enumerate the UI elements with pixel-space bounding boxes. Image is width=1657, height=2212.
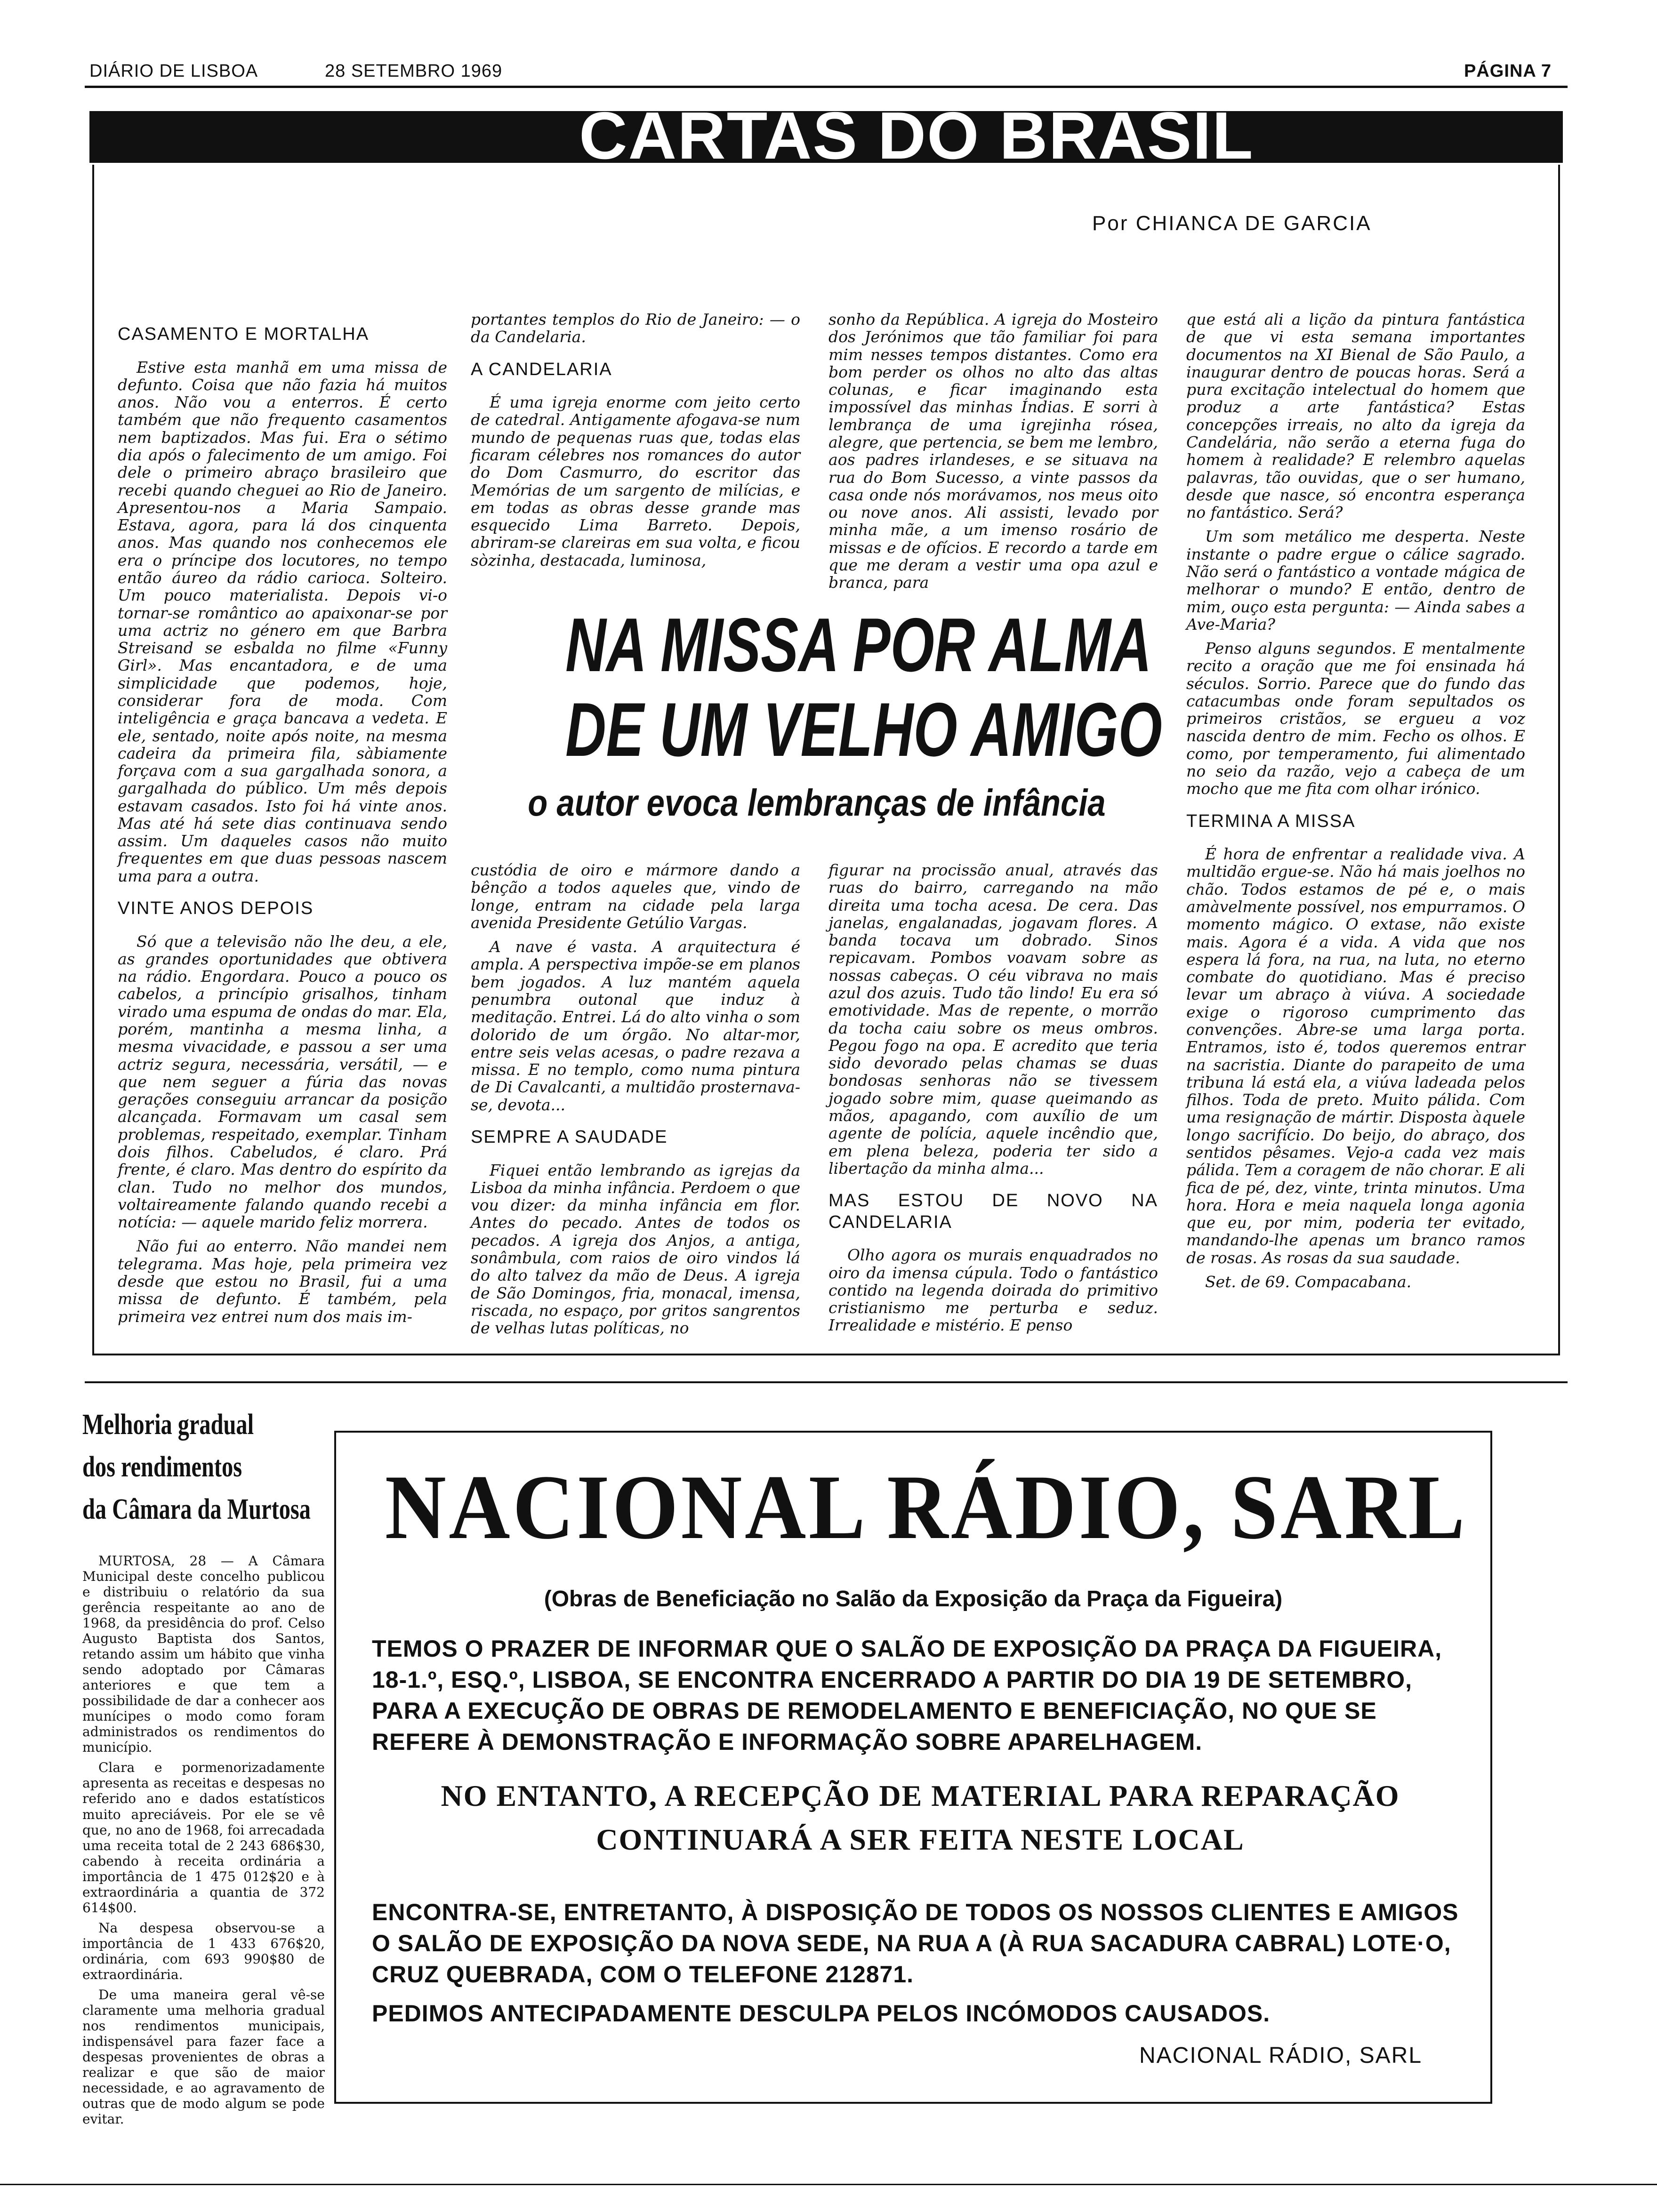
- paragraph: Olho agora os murais enquadrados no oiro da imensa cúpula. Todo o fantástico contido na legenda doirada do primitivo cristianismo me perturba e seduz. Irrealidade e mistério. E penso: [828, 1246, 1158, 1335]
- article-column-4: [1186, 311, 1525, 1297]
- article-column-1: [118, 311, 447, 1332]
- subheading-vinte-anos: VINTE ANOS DEPOIS: [118, 898, 314, 919]
- ad-paragraph-1: TEMOS O PRAZER DE INFORMAR QUE O SALÃO DE EXPOSIÇÃO DA PRAÇA DA FIGUEIRA, 18-1.º, ESQ.º, LISBOA, SE ENCONTRA ENCERRADO A PARTIR DO DIA 19 DE SETEMBRO, PARA A EXECUÇÃO DE OBRAS DE REMODELAMENTO E BENEFICIAÇÃO, NO QUE SE REFERE À DEMONSTRAÇÃO E INFORMAÇÃO SOBRE APARELHAGEM.: [372, 1635, 1442, 1755]
- ad-signature: NACIONAL RÁDIO, SARL: [1139, 2043, 1423, 2068]
- masthead-rule: [85, 86, 1568, 88]
- article-column-2-top: [471, 311, 800, 576]
- side-headline-3: da Câmara da Murtosa: [82, 1493, 311, 1525]
- paragraph: que está ali a lição da pintura fantástica de que vi esta semana importantes documentos na XI Bienal de São Paulo, a inaugurar dentro de poucas horas. Será a pura excitação intelectual do homem que produz a arte fantástica? Estas concepções irreais, no alto da igreja da Candelária, não serão a eterna fuga do homem à realidade? E relembro aquelas palavras, tão ouvidas, que o ser humano, desde que nasce, só encontra esperança no fantástico. Será?: [1186, 310, 1525, 522]
- subheading-casamento: CASAMENTO E MORTALHA: [118, 324, 370, 344]
- subheading-termina: TERMINA A MISSA: [1186, 811, 1356, 831]
- byline: Por CHIANCA DE GARCIA: [1092, 212, 1372, 235]
- paragraph: sonho da República. A igreja do Mosteiro dos Jerónimos que tão familiar foi para mim nesses tempos distantes. Como era bom perder os olhos no alto das altas colunas, e ficar imaginando esta impossível das minhas Índias. E sorri à lembrança de uma igrejinha rósea, alegre, que pertencia, se bem me lembro, aos padres irlandeses, e se situava na rua do Bom Sucesso, a vinte passos da casa onde nós morávamos, nos meus oito ou nove anos. Ali assisti, levado por minha mãe, a um imenso rosário de missas e de ofícios. E recordo a tarde em que me deram a vestir uma opa azul e branca, para: [828, 310, 1158, 592]
- ad-paragraph-3: ENCONTRA-SE, ENTRETANTO, À DISPOSIÇÃO DE TODOS OS NOSSOS CLIENTES E AMIGOS O SALÃO DE EXPOSIÇÃO DA NOVA SEDE, NA RUA A (À RUA SACADURA CABRAL) LOTE·O, CRUZ QUEBRADA, COM O TELEFONE 212871.: [372, 1899, 1459, 1988]
- headline-line-2: DE UM VELHO AMIGO: [565, 687, 1162, 772]
- article-signoff: Set. de 69. Compacabana.: [1205, 1272, 1412, 1291]
- paragraph: figurar na procissão anual, através das ruas do bairro, carregando na mão direita uma tocha acesa. De cera. Das janelas, engalanadas, jogavam flores. A banda tocava um dobrado. Sinos repicavam. Pombos voavam sobre as nossas cabeças. O céu vibrava no mais azul dos azuis. Tudo tão lindo! Eu era só emotividade. Mas de repente, o morrão da tocha caiu sobre os meus ombros. Pegou fogo na opa. E acredito que teria sido devorado pelas chamas se duas bondosas senhoras não se tivessem jogado sobre mim, quase queimando as mãos, apagando, com auxílio de um agente de polícia, aquele incêndio que, em plena beleza, poderia ter sido a libertação da minha alma...: [828, 861, 1158, 1178]
- paragraph: Estive esta manhã em uma missa de defunto. Coisa que não fazia há muitos anos. Não vou a enterros. É certo também que não frequento casamentos nem baptizados. Mas fui. Era o sétimo dia após o falecimento de um amigo. Foi dele o primeiro abraço brasileiro que recebi quando cheguei ao Rio de Janeiro. Apresentou-nos a Maria Sampaio. Estava, agora, para lá dos cinquenta anos. Mas quando nos conhecemos ele era o príncipe dos locutores, no tempo então áureo da rádio carioca. Solteiro. Um pouco materialista. Depois vi-o tornar-se romântico ao apaixonar-se por uma actriz no género em que Barbra Streisand se esbalda no filme «Funny Girl». Mas encantadora, e de uma simplicidade que podemos, hoje, considerar fora de moda. Com inteligência e graça bancava a vedeta. E ele, sentado, noite após noite, na mesma cadeira da primeira fila, sàbiamente forçava com a sua gargalhada sonora, a gargalhada do público. Um mês depois estavam casados. Isto foi há vinte anos. Mas até há sete dias continuava sendo assim. Um daqueles casos não muito frequentes em que duas pessoas nascem uma para a outra.: [118, 358, 447, 885]
- ad-paragraph-4: PEDIMOS ANTECIPADAMENTE DESCULPA PELOS INCÓMODOS CAUSADOS.: [372, 2000, 1271, 2027]
- article-frame-left: [92, 165, 94, 1355]
- subheading-saudade: SEMPRE A SAUDADE: [471, 1127, 668, 1147]
- headline-deck: o autor evoca lembranças de infância: [528, 782, 1106, 824]
- article-column-3-bottom: [828, 861, 1158, 1341]
- subheading-candelaria: A CANDELARIA: [471, 359, 612, 379]
- headline-line-1: NA MISSA POR ALMA: [565, 602, 1152, 688]
- side-headline-1: Melhoria gradual: [82, 1409, 254, 1441]
- paragraph: MURTOSA, 28 — A Câmara Municipal deste concelho publicou e distribuiu o relatório da sua gerência respeitante ao ano de 1968, da presidência do prof. Celso Augusto Baptista dos Santos, retando assim um hábito que vinha sendo adoptado por Câmaras anteriores e que tem a possibilidade de dar a conhecer aos munícipes o modo como foram administrados os rendimentos do município.: [82, 1553, 325, 1755]
- article-column-3-top: [828, 311, 1158, 598]
- paragraph: Não fui ao enterro. Não mandei nem telegrama. Mas hoje, pela primeira vez desde que estou no Brasil, fui a uma missa de defunto. É também, pela primeira vez entrei num dos mais im-: [118, 1237, 447, 1326]
- page-bottom-rule: [0, 2184, 1657, 2185]
- issue-date: 28 SETEMBRO 1969: [325, 61, 503, 81]
- side-headline-2: dos rendimentos: [82, 1451, 242, 1483]
- paragraph: Penso alguns segundos. E mentalmente recito a oração que me foi ensinada há séculos. Sorrio. Parece que do fundo das catacumbas onde foram sepultados os primeiros cristãos, se ergueu a voz nascida dentro de mim. Fecho os olhos. E como, por temperamento, fui alimentado no seio da razão, vejo a cabeça de um mocho que me fita com olhar irónico.: [1186, 639, 1525, 798]
- paragraph: É uma igreja enorme com jeito certo de catedral. Antigamente afogava-se num mundo de pequenas ruas que, todas elas ficaram célebres nos romances do autor do Dom Casmurro, do escritor das Memórias de um sargento de milícias, e em todas as obras desse grande mas esquecido Lima Barreto. Depois, abriram-se clareiras em sua volta, e ficou sòzinha, destacada, luminosa,: [471, 393, 800, 569]
- paragraph: Um som metálico me desperta. Neste instante o padre ergue o cálice sagrado. Não será o fantástico a vontade mágica de melhorar o mundo? E então, dentro de mim, ouço esta pergunta: — Ainda sabes a Ave-Maria?: [1186, 527, 1525, 633]
- paragraph: Fiquei então lembrando as igrejas da Lisboa da minha infância. Perdoem o que vou dizer: da minha infância em flor. Antes do pecado. Antes de todos os pecados. A igreja dos Anjos, a antiga, sonâmbula, com raios de oiro vindos lá do alto talvez da mão de Deus. A igreja de São Domingos, fria, monacal, imensa, riscada, no espaço, por gritos sangrentos de velhas lutas políticas, no: [471, 1161, 800, 1338]
- paragraph: custódia de oiro e mármore dando a bênção a todos aqueles que, vindo de longe, entram na cidade pela larga avenida Presidente Getúlio Vargas.: [471, 861, 800, 932]
- page-number: PÁGINA 7: [1464, 61, 1552, 81]
- ad-title: NACIONAL RÁDIO, SARL: [385, 1456, 1468, 1558]
- paragraph: É hora de enfrentar a realidade viva. A multidão ergue-se. Não há mais joelhos no chão. Todos estamos de pé e, o mais amàvelmente possível, nos empurramos. O momento mágico. O extase, não existe mais. Agora é a vida. A vida que nos espera lá fora, na rua, na luta, no eterno combate do quotidiano. Mas é preciso levar um abraço à viúva. A sociedade exige o rigoroso cumprimento das convenções. Abre-se uma larga porta. Entramos, isto é, todos queremos entrar na sacristia. Diante do parapeito de uma tribuna lá está ela, a viúva ladeada pelos filhos. Toda de preto. Muito pálida. Com uma resignação de mártir. Disposta àquele longo sacrifício. Do beijo, do abraço, dos sentidos pêsames. Vejo-a cada vez mais pálida. Tem a coragem de não chorar. E ali fica de pé, dez, vinte, trinta minutos. Uma hora. Hora e meia naquela longa agonia que eu, por mim, poderia ter evitado, mandando-lhe apenas um branco ramos de rosas. As rosas da sua saudade.: [1186, 845, 1525, 1267]
- paragraph: De uma maneira geral vê-se claramente uma melhoria gradual nos rendimentos municipais, indispensável para fazer face a despesas provenientes de obras a realizar e que são de maior necessidade, e ao agravamento de outras que de modo algum se pode evitar.: [82, 1987, 325, 2127]
- paragraph: A nave é vasta. A arquitectura é ampla. A perspectiva impõe-se em planos bem jogados. A luz mantém aquela penumbra outonal que induz à meditação. Entrei. Lá do alto vinha o som dolorido de um órgão. No altar-mor, entre seis velas acesas, o padre rezava a missa. E no templo, como numa pintura de Di Cavalcanti, a multidão prosternava-se, devota...: [471, 938, 800, 1114]
- section-title: CARTAS DO BRASIL: [579, 98, 1254, 173]
- paragraph: Na despesa observou-se a importância de 1 433 676$20, ordinária, com 693 990$80 de extraordinária.: [82, 1920, 325, 1982]
- subheading-candelaria-again: MAS ESTOU DE NOVO NA CANDELARIA: [828, 1191, 1158, 1232]
- ad-paragraph-2: NO ENTANTO, A RECEPÇÃO DE MATERIAL PARA REPARAÇÃO CONTINUARÁ A SER FEITA NESTE LOCAL: [441, 1779, 1400, 1856]
- ad-subtitle: (Obras de Beneficiação no Salão da Exposição da Praça da Figueira): [544, 1587, 1283, 1611]
- paragraph: portantes templos do Rio de Janeiro: — o da Candelaria.: [471, 310, 800, 346]
- paragraph: Clara e pormenorizadamente apresenta as receitas e despesas no referido ano e dados estatísticos muito apreciáveis. Por ele se vê que, no ano de 1968, foi arrecadada uma receita total de 2 243 686$30, cabendo à receita ordinária a importância de 1 475 012$20 e à extraordinária a quantia de 372 614$00.: [82, 1760, 325, 1915]
- article-frame-bottom: [92, 1354, 1560, 1355]
- article-column-2-bottom: [471, 861, 800, 1343]
- paragraph: Só que a televisão não lhe deu, a ele, as grandes oportunidades que obtivera na rádio. Engordara. Pouco a pouco os cabelos, a princípio grisalhos, tinham virado uma espuma de ondas do mar. Ela, porém, mantinha a mesma linha, a mesma vivacidade, e passou a ser uma actriz segura, necessária, versátil, — e que nem seguer a fúria das novas gerações conseguiu arrancar da posição alcançada. Formavam um casal sem problemas, respeitado, exemplar. Tinham dois filhos. Cabeludos, é claro. Prá frente, é claro. Mas dentro do espírito da clan. Tudo no melhor dos mundos, voltaireamente falando quando recebi a notícia: — aquele marido feliz morrera.: [118, 932, 448, 1232]
- side-article-body: [82, 1553, 325, 2132]
- paper-name: DIÁRIO DE LISBOA: [89, 61, 258, 81]
- section-divider: [85, 1381, 1568, 1383]
- article-frame-right: [1558, 165, 1560, 1355]
